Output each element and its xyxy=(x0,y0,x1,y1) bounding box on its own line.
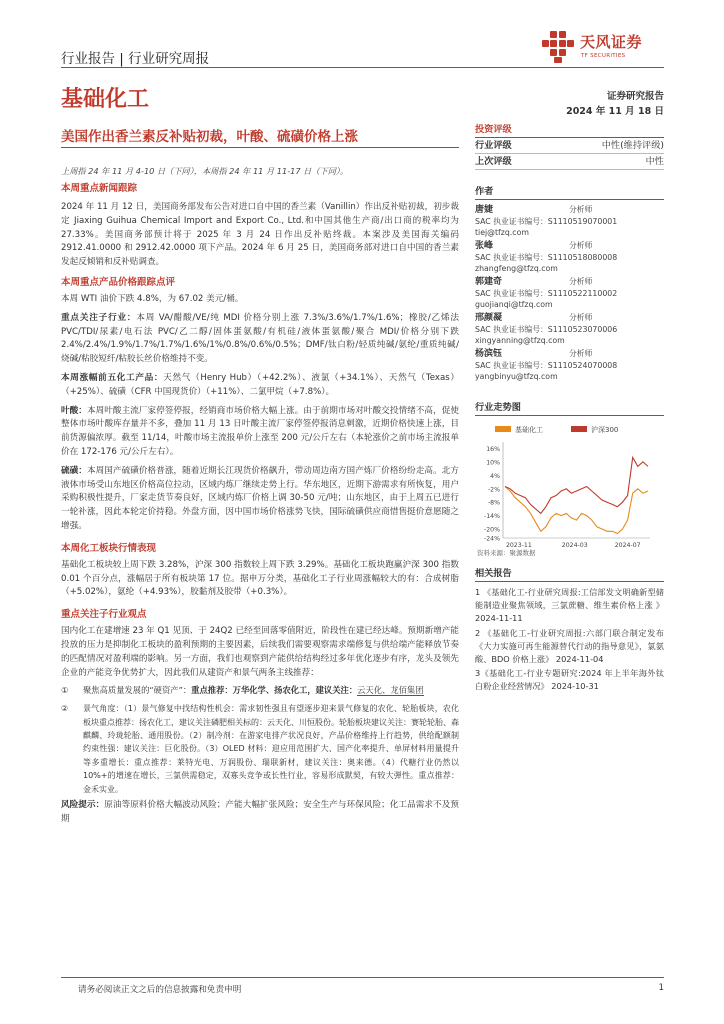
y-tick-label: 10% xyxy=(486,459,500,467)
title-divider xyxy=(61,147,459,148)
author-item xyxy=(475,204,664,238)
main-title: 美国作出香兰素反补贴初裁，叶酸、硫磺价格上涨 xyxy=(61,129,358,145)
top-gainers-paragraph: 本周涨幅前五化工产品：天然气（Henry Hub）（+42.2%）、液氯（+34.1%）、天然气（Texas）（+25%）、硫磺（CFR 中国现货价）（+11%）、二氯甲烷（+7.8%）。 xyxy=(61,372,459,397)
report-date: 2024 年 11 月 18 日 xyxy=(566,106,664,117)
author-role: 分析师 xyxy=(569,277,593,286)
series-line xyxy=(505,487,648,534)
trend-chart-svg xyxy=(475,422,664,556)
authors-list xyxy=(475,204,664,382)
legend-swatch xyxy=(571,426,587,432)
author-cert: SAC 执业证书编号：S1110523070006 xyxy=(475,325,618,334)
x-tick-label: 2024-03 xyxy=(561,542,588,549)
related-report-link[interactable]: 1 《基础化工-行业研究周报:工信部发文明确新型储能制造业聚焦领域，三氯蔗糖、维生素价格上涨 》 2024-11-11 xyxy=(475,587,664,624)
author-email[interactable]: yangbinyu@tfzq.com xyxy=(475,372,558,381)
bullet-prosperity: ② 景气角度：（1）景气修复中找结构性机会：需求韧性强且有望逐步迎来景气修复的农化、轮胎板块，农化板块重点推荐：扬农化工，建议关注磷肥相关标的：云天化、川恒股份。轮胎板块建议关注：赛轮轮胎、森麒麟、玲珑轮胎、通用股份。（2）制冷剂：在游家电排产状况良好，产品价格维持上行趋势，供给配额制约束性强：建议关注：巨化股份。（3）OLED 材料：迎应用范围扩大、国产化率提升、单屏材料用量提升等多重增长：重点推荐：莱特光电、万润股份、瑞联新材，建议关注：奥来德。（4）代糖行业仍然以 10%+的增速在增长，三氯供需稳定，双寡头竞争或长性行业，容易形成默契，有较大弹性。重点推荐：金禾实业。 xyxy=(61,704,459,794)
trend-title: 行业走势图 xyxy=(475,400,664,416)
series-line xyxy=(505,457,648,513)
footer-divider xyxy=(61,977,664,978)
author-email[interactable]: zhangfeng@tfzq.com xyxy=(475,264,558,273)
related-title: 相关报告 xyxy=(475,566,664,582)
y-tick-label: -20% xyxy=(484,526,500,534)
view-paragraph: 国内化工在建增速 23 年 Q1 见顶、于 24Q2 已经至回落零值附近，阶段性在建已经达峰。预期新增产能投放的压力是抑制化工板块的盈利预期的主要因素，后续我们需要观察需求端修复与供给端产能释放节奏的匹配情况对盈利端的影响。另一方面，我们也观察到产能供给结构经过多年优化逐步有序，龙头及领先企业的产能竞争优势扩大，因此我们从建资产和景气两条主线推荐： xyxy=(61,626,459,678)
brand-logo-icon xyxy=(540,29,576,65)
author-email[interactable]: tiej@tfzq.com xyxy=(475,228,529,237)
author-name: 唐婕 xyxy=(475,205,494,215)
sidebar xyxy=(475,122,664,695)
author-role: 分析师 xyxy=(569,349,593,358)
authors-title: 作者 xyxy=(475,184,664,200)
y-tick-label: -8% xyxy=(487,499,500,507)
risk-lead: 风险提示： xyxy=(61,799,105,810)
news-paragraph: 2024 年 11 月 12 日，美国商务部发布公告对进口自中国的香兰素（Vanillin）作出反补贴初裁，初步裁定 Jiaxing Guihua Chemical Import and Export Co., Ltd.和中国其他生产商/出口商的税率均为 27.33%。美国商务部预计将于 2025 年 3 月 24 日作出反补贴终裁。本案涉及美国海关编码 2912.41.0000 和 2912.42.0000 项下产品。2024 年 6 月 25 日，美国商务部对进口自中国的香兰素发起反倾销和反补贴调查。 xyxy=(61,202,459,268)
trend-chart xyxy=(475,422,664,556)
related-list xyxy=(475,586,664,694)
author-name: 杨滨钰 xyxy=(475,349,503,359)
rating-title: 投资评级 xyxy=(475,122,664,138)
page-number: 1 xyxy=(658,983,664,993)
y-tick-label: -2% xyxy=(487,486,500,494)
sulfur-lead: 硫磺： xyxy=(61,465,87,476)
author-name: 张峰 xyxy=(475,241,494,251)
oil-paragraph: 本周 WTI 油价下跌 4.8%，为 67.02 美元/桶。 xyxy=(61,293,244,304)
brand-name: 天风证券 xyxy=(580,33,643,51)
sulfur-paragraph: 硫磺：本周国产硫磺价格普涨，随着近期长江现货价格飙升，带动周边南方国产炼厂价格纷纷走高。北方液体市场受山东地区价格高位拉动，区域内炼厂继续走势上行。华东地区，近期下游需求有所恢复，用户采购积极性提升，厂家走货节奏良好，区域内炼厂价格上调 30-50 元/吨；山东地区，由于上周五已进行一轮补涨，因此本轮定价持稳。外盘方面，因中国市场价格涨势飞快，国际硫磺供应商惜售挺价意愿随之增强。 xyxy=(61,465,459,531)
author-role: 分析师 xyxy=(569,241,593,250)
author-item xyxy=(475,348,664,382)
legend-label: 基础化工 xyxy=(515,426,543,434)
rating-row-industry: 行业评级 中性(维持评级) xyxy=(475,138,664,154)
y-tick-label: -24% xyxy=(484,535,500,543)
subindustry-paragraph: 重点关注子行业：本周 VA/醋酸/VE/纯 MDI 价格分别上涨 7.3%/3.6%/1.7%/1.6%；橡胶/乙烯法 PVC/TDI/尿素/电石法 PVC/乙二醇/固体蛋氨酸/有机硅/液体蛋氨酸/聚合 MDI/价格分别下跌 2.4%/2.4%/1.9%/1.7%/1.7%/1.6%/1%/0.8%/0.6%/0.5%；DMF/钛白粉/轻质纯碱/氨纶/重质纯碱/烧碱/粘胶短纤/粘胶长丝价格维持不变。 xyxy=(61,312,459,365)
bullet-hard-assets: ① 聚焦高质量发展的“硬资产”：重点推荐：万华化学、扬农化工，建议关注：云天化、龙佰集团 xyxy=(61,685,424,696)
report-type: 行业报告 | 行业研究周报 xyxy=(61,51,210,67)
author-role: 分析师 xyxy=(569,205,593,214)
author-item xyxy=(475,276,664,310)
section-news-title: 本周重点新闻跟踪 xyxy=(61,183,138,194)
chart-source: 资料来源：聚源数据 xyxy=(477,549,536,556)
author-item xyxy=(475,240,664,274)
y-tick-label: 4% xyxy=(490,472,500,480)
folic-acid-paragraph: 叶酸：本周叶酸主流厂家停签停报，经销商市场价格大幅上涨。由于前期市场对叶酸交投情绪不高，促使整体市场叶酸库存量并不多，叠加 11 月 13 日叶酸主流厂家停签停报消息刺激，近期价格快速上涨，目前货源偏浓厚。截至 11/14，叶酸市场主流报单价上涨至 200 元/公斤左右（本轮涨价之前市场主流报单价在 172-176 元/公斤左右）。 xyxy=(61,405,459,457)
folic-acid-lead: 叶酸： xyxy=(61,405,87,416)
author-cert: SAC 执业证书编号：S1110524070008 xyxy=(475,361,618,370)
related-report-link[interactable]: 2 《基础化工-行业研究周报:六部门联合制定发布《大力实施可再生能源替代行动的指导意见》，氯氨酸、BDO 价格上涨》 2024-11-04 xyxy=(475,627,664,665)
legend-label: 沪深300 xyxy=(591,426,619,434)
section-price-title: 本周重点产品价格跟踪点评 xyxy=(61,276,176,288)
y-tick-label: 16% xyxy=(486,445,500,453)
author-name: 邢颜凝 xyxy=(475,313,503,323)
main-content xyxy=(61,166,459,827)
y-tick-label: -14% xyxy=(484,513,500,521)
industry-title: 基础化工 xyxy=(61,87,150,112)
author-cert: SAC 执业证书编号：S1110519070001 xyxy=(475,217,618,226)
x-tick-label: 2024-07 xyxy=(614,542,641,549)
author-name: 郭建奇 xyxy=(475,277,503,287)
rating-row-previous: 上次评级 中性 xyxy=(475,154,664,170)
subindustry-lead: 重点关注子行业： xyxy=(61,312,137,323)
author-cert: SAC 执业证书编号：S1110522110002 xyxy=(475,289,618,298)
related-report-link[interactable]: 3《基础化工-行业专题研究:2024 年上半年海外钛白粉企业经营情况》 2024-10-31 xyxy=(475,668,664,692)
risk-paragraph: 风险提示：原油等原料价格大幅波动风险；产能大幅扩张风险；安全生产与环保风险；化工品需求不及预期 xyxy=(61,799,459,824)
header-divider xyxy=(61,67,664,68)
author-email[interactable]: xingyanning@tfzq.com xyxy=(475,336,565,345)
doc-kind: 证券研究报告 xyxy=(606,91,664,102)
x-tick-label: 2023-11 xyxy=(505,542,532,549)
sector-paragraph: 基础化工板块较上周下跌 3.28%，沪深 300 指数较上周下跌 3.29%。基础化工板块跑赢沪深 300 指数 0.01 个百分点，涨幅居于所有板块第 17 位。据申万分类，基础化工子行业周涨幅较大的有：合成树脂（+5.02%），氨纶（+4.93%），胶黏剂及胶带（+0.3%）。 xyxy=(61,559,459,598)
period-note: 上周指 24 年 11 月 4-10 日（下同），本周指 24 年 11 月 11-17 日（下同）。 xyxy=(61,166,349,176)
author-item xyxy=(475,312,664,346)
disclaimer-link[interactable]: 请务必阅读正文之后的信息披露和免责申明 xyxy=(78,985,242,995)
brand-sub: TF SECURITIES xyxy=(581,53,626,59)
legend-swatch xyxy=(495,426,511,432)
section-sector-title: 本周化工板块行情表现 xyxy=(61,542,157,554)
top-gainers-lead: 本周涨幅前五化工产品： xyxy=(61,372,164,383)
author-email[interactable]: guojianqi@tfzq.com xyxy=(475,300,553,309)
author-role: 分析师 xyxy=(569,313,593,322)
section-view-title: 重点关注子行业观点 xyxy=(61,609,147,621)
author-cert: SAC 执业证书编号：S1110518080008 xyxy=(475,253,618,262)
